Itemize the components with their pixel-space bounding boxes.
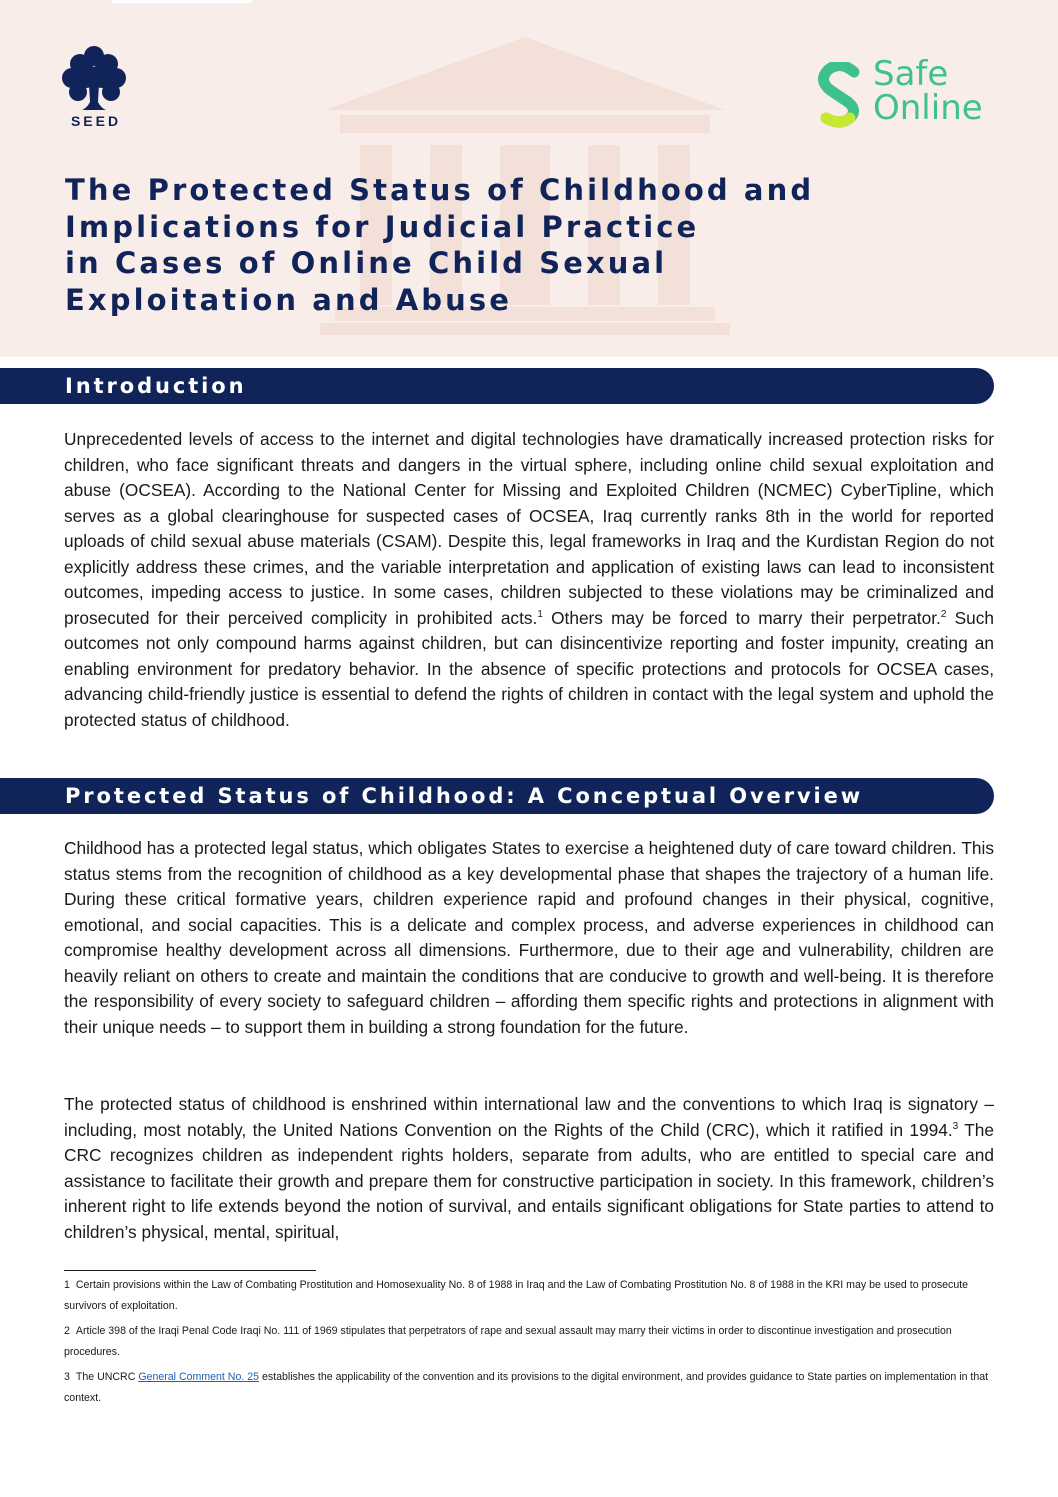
seed-logo-text: SEED xyxy=(70,113,122,129)
footnote-2-text: Article 398 of the Iraqi Penal Code Iraqi No. 111 of 1969 stipulates that perpetrators of rape and sexual assault may marry their victims in order to discontinue investigation and prosecution procedures. xyxy=(64,1325,952,1358)
footnote-divider xyxy=(64,1270,316,1271)
p2-text-part2: The CRC recognizes children as independent rights holders, separate from adults, who are entitled to special care and assistance to facilitate their growth and prepare them for constructive participation in society. In this framework, children’s inherent right to life extends beyond the notion of survival, and entails significant obligations for State parties to attend to children’s physical, mental, spiritual, xyxy=(64,1119,994,1242)
section-heading-bar-protected-status xyxy=(0,778,994,814)
intro-text-part2: Others may be forced to marry their perpetrator. xyxy=(542,607,941,628)
section-heading-protected-status: Protected Status of Childhood: A Conceptual Overview xyxy=(65,784,864,808)
title-line-2: Implications for Judicial Practice xyxy=(65,209,700,244)
footnote-3-post: establishes the applicability of the convention and its provisions to the digital environment, and provides guidance to State parties on implementation in that context. xyxy=(64,1371,989,1404)
title-line-1: The Protected Status of Childhood and xyxy=(65,173,815,207)
footnote-3-pre: The UNCRC xyxy=(75,1371,139,1383)
protected-status-paragraph-1: Childhood has a protected legal status, which obligates States to exercise a heightened duty of care toward children. This status stems from the recognition of childhood as a key developmental phase that shapes the trajectory of a human life. During these critical formative years, children experience rapid and profound changes in their physical, cognitive, emotional, and social capacities. This is a delicate and complex process, and adverse experiences in childhood can compromise healthy development across all dimensions. Furthermore, due to their age and vulnerability, children are heavily reliant on others to create and maintain the conditions that are conducive to growth and well-being. It is therefore the responsibility of every society to safeguard children – affording them specific rights and protections in alignment with their unique needs – to support them in building a strong foundation for the future. xyxy=(64,838,994,1037)
footnote-2-number: 2 xyxy=(64,1325,70,1337)
footnote-2 xyxy=(64,1321,994,1363)
title-line-3: in Cases of Online Child Sexual xyxy=(65,246,668,280)
header-tab-notch xyxy=(112,0,252,3)
protected-status-paragraph-2 xyxy=(64,1092,994,1245)
footnote-1-text: Certain provisions within the Law of Combating Prostitution and Homosexuality No. 8 of 1988 in Iraq and the Law of Combating Prostitution No. 8 of 1988 in the KRI may be used to prosecute survivors of exploitation. xyxy=(64,1279,969,1312)
title-line-4: Exploitation and Abuse xyxy=(65,282,513,317)
footnote-ref-3[interactable]: 3 xyxy=(952,1120,959,1132)
footnote-ref-1[interactable]: 1 xyxy=(537,608,543,620)
intro-text-part3: Such outcomes not only compound harms against children, but can disincentivize reporting and foster impunity, creating an enabling environment for predatory behavior. In the absence of specific protections and protocols for OCSEA cases, advancing child-friendly justice is essential to defend the rights of children in contact with the legal system and uphold the protected status of childhood. xyxy=(64,607,994,730)
footnote-3 xyxy=(64,1367,994,1409)
introduction-paragraph xyxy=(64,427,994,733)
document-title xyxy=(65,172,1025,318)
safeonline-logo-text xyxy=(873,54,983,128)
footnote-1-number: 1 xyxy=(64,1279,70,1291)
header-band xyxy=(0,0,1058,357)
section-heading-introduction: Introduction xyxy=(65,374,247,398)
safeonline-logo-line1: Safe xyxy=(873,54,949,94)
section-heading-bar-introduction xyxy=(0,368,994,404)
footnote-1 xyxy=(64,1275,994,1317)
safeonline-s-mark-icon xyxy=(814,62,866,128)
safeonline-logo-line2: Online xyxy=(873,88,983,128)
footnote-ref-2[interactable]: 2 xyxy=(940,608,947,620)
intro-text-part1: Unprecedented levels of access to the internet and digital technologies have dramatically increased protection risks for children, who face significant threats and dangers in the virtual sphere, including online child sexual exploitation and abuse (OCSEA). According to the National Center for Missing and Exploited Children (NCMEC) CyberTipline, which serves as a global clearinghouse for suspected cases of OCSEA, Iraq currently ranks 8th in the world for reported uploads of child sexual abuse materials (CSAM). Despite this, legal frameworks in Iraq and the Kurdistan Region do not explicitly address these crimes, and the variable interpretation and application of existing laws can lead to inconsistent outcomes, impeding access to justice. In some cases, children subjected to these violations may be criminalized and prosecuted for their perceived complicity in prohibited acts. xyxy=(64,429,994,628)
footnote-3-number: 3 xyxy=(64,1371,70,1383)
p2-text-part1: The protected status of childhood is enshrined within international law and the conventions to which Iraq is signatory – including, most notably, the United Nations Convention on the Rights of the Child (CRC), which it ratified in 1994. xyxy=(64,1094,994,1140)
general-comment-25-link[interactable]: General Comment No. 25 xyxy=(138,1371,260,1383)
